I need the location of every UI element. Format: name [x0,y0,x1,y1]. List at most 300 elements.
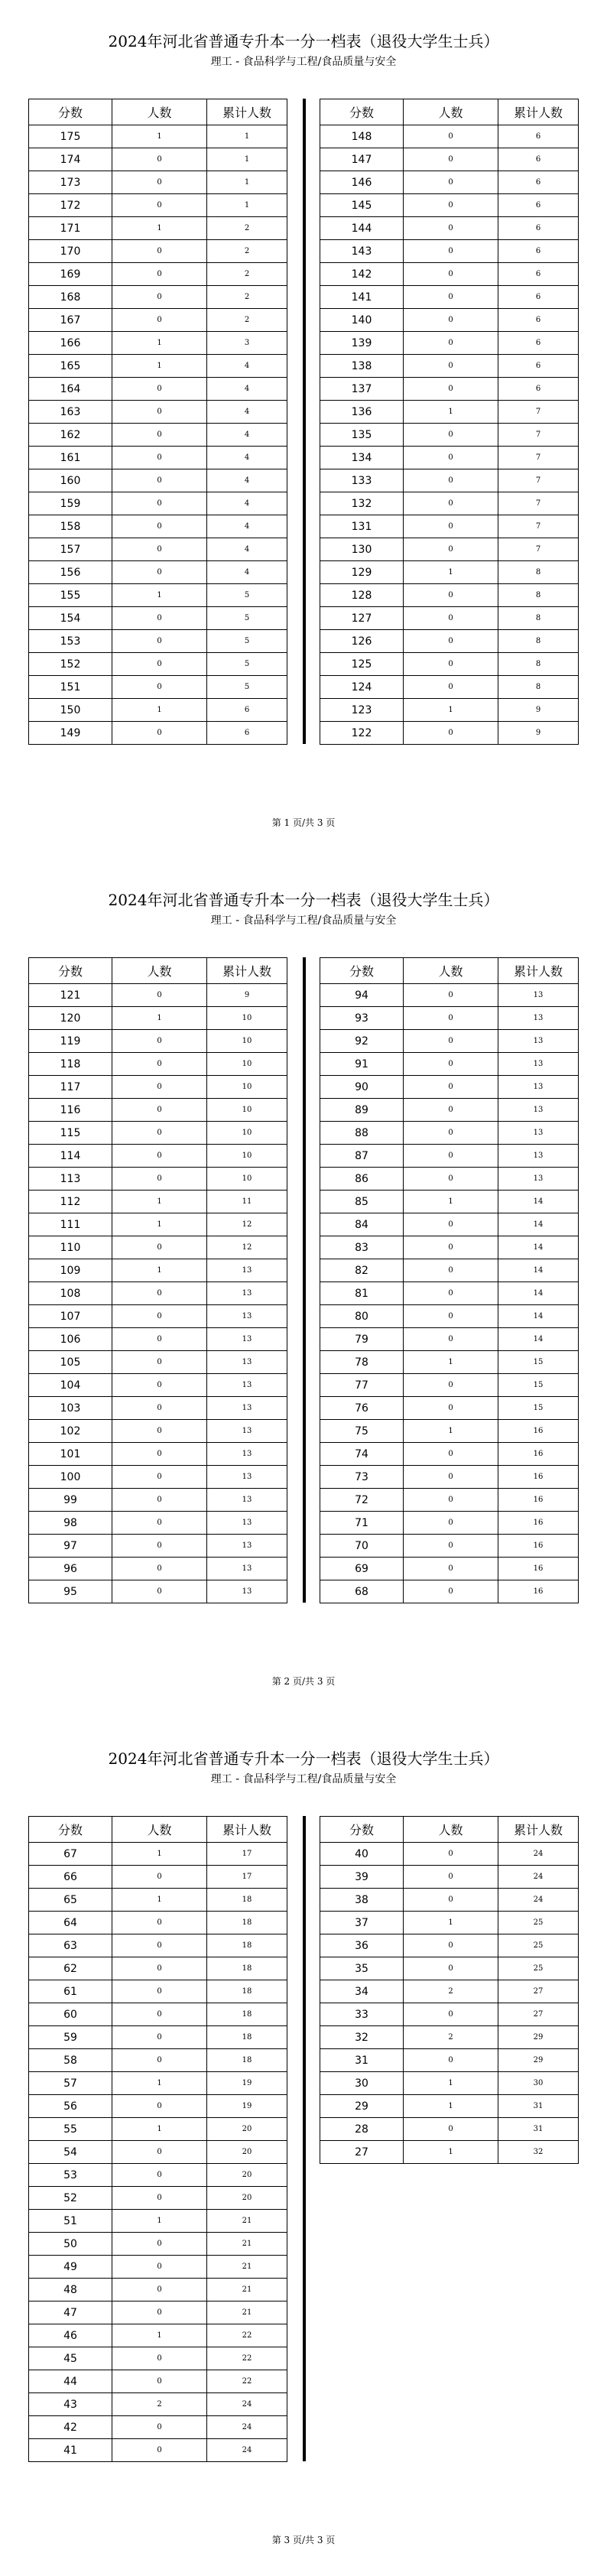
header-cumulative: 累计人数 [207,99,287,125]
table-row [320,1397,579,1420]
cumulative-cell: 6 [498,217,579,240]
count-cell: 1 [112,355,207,378]
table-row [320,1122,579,1145]
table-row [320,424,579,447]
table-row [320,1512,579,1535]
table-row [320,148,579,171]
table-row [320,984,579,1007]
score-cell: 82 [320,1259,404,1282]
count-cell: 0 [404,1843,498,1866]
cumulative-cell: 19 [207,2095,287,2118]
table-row [320,240,579,263]
table-row [29,2164,287,2187]
cumulative-cell: 18 [207,1957,287,1980]
table-row [29,401,287,424]
table-row [29,2003,287,2026]
header-cumulative: 累计人数 [498,1817,579,1843]
cumulative-cell: 13 [207,1512,287,1535]
cumulative-cell: 16 [498,1466,579,1489]
count-cell: 0 [112,2141,207,2164]
score-cell: 117 [29,1076,112,1099]
header-score: 分数 [29,958,112,984]
score-cell: 174 [29,148,112,171]
count-cell: 1 [404,1420,498,1443]
count-cell: 1 [404,2141,498,2164]
count-cell: 0 [112,148,207,171]
table-row [29,2187,287,2210]
count-cell: 0 [112,1580,207,1603]
cumulative-cell: 6 [498,240,579,263]
score-cell: 110 [29,1236,112,1259]
right-score-table [320,99,579,745]
score-cell: 65 [29,1889,112,1912]
score-cell: 36 [320,1934,404,1957]
cumulative-cell: 13 [498,1053,579,1076]
score-cell: 150 [29,699,112,722]
score-cell: 149 [29,722,112,745]
score-cell: 95 [29,1580,112,1603]
cumulative-cell: 16 [498,1580,579,1603]
count-cell: 0 [404,1099,498,1122]
table-row [29,263,287,286]
table-row [29,1259,287,1282]
table-row [29,676,287,699]
count-cell: 0 [112,1957,207,1980]
table-row [29,2072,287,2095]
table-row [320,1259,579,1282]
score-cell: 140 [320,309,404,332]
score-cell: 103 [29,1397,112,1420]
count-cell: 0 [404,194,498,217]
score-cell: 154 [29,607,112,630]
count-cell: 0 [404,1076,498,1099]
count-cell: 0 [112,469,207,492]
score-cell: 163 [29,401,112,424]
score-cell: 77 [320,1374,404,1397]
table-row [29,1580,287,1603]
table-row [29,1866,287,1889]
count-cell: 0 [112,2095,207,2118]
table-row [320,492,579,515]
count-cell: 1 [404,699,498,722]
count-cell: 0 [112,286,207,309]
score-cell: 41 [29,2439,112,2462]
table-row [29,2279,287,2302]
score-cell: 30 [320,2072,404,2095]
cumulative-cell: 15 [498,1374,579,1397]
cumulative-cell: 1 [207,194,287,217]
cumulative-cell: 1 [207,171,287,194]
cumulative-cell: 14 [498,1236,579,1259]
score-cell: 145 [320,194,404,217]
score-cell: 116 [29,1099,112,1122]
page-subtitle: 理工 - 食品科学与工程/食品质量与安全 [210,56,397,68]
count-cell: 0 [112,1236,207,1259]
count-cell: 0 [404,1122,498,1145]
cumulative-cell: 13 [207,1374,287,1397]
cumulative-cell: 4 [207,561,287,584]
count-cell: 1 [112,2118,207,2141]
document-page [0,859,607,1717]
count-cell: 0 [112,2302,207,2324]
cumulative-cell: 12 [207,1213,287,1236]
score-cell: 167 [29,309,112,332]
table-row [320,1420,579,1443]
count-cell: 0 [404,1030,498,1053]
cumulative-cell: 7 [498,401,579,424]
cumulative-cell: 4 [207,424,287,447]
score-cell: 175 [29,125,112,148]
count-cell: 1 [112,699,207,722]
table-row [320,355,579,378]
score-cell: 139 [320,332,404,355]
count-cell: 0 [404,1236,498,1259]
table-row [320,2095,579,2118]
table-row [320,332,579,355]
table-row [29,630,287,653]
table-row [29,1843,287,1866]
cumulative-cell: 20 [207,2141,287,2164]
table-row [320,1145,579,1168]
cumulative-cell: 6 [498,355,579,378]
cumulative-cell: 13 [207,1535,287,1558]
count-cell: 0 [112,538,207,561]
count-cell: 1 [112,332,207,355]
cumulative-cell: 4 [207,401,287,424]
count-cell: 0 [404,309,498,332]
count-cell: 0 [112,1076,207,1099]
table-row [29,2347,287,2370]
cumulative-cell: 13 [207,1466,287,1489]
table-row [29,2026,287,2049]
cumulative-cell: 31 [498,2095,579,2118]
cumulative-cell: 3 [207,332,287,355]
cumulative-cell: 6 [498,263,579,286]
score-cell: 92 [320,1030,404,1053]
count-cell: 0 [112,2439,207,2462]
table-row [320,1236,579,1259]
header-score: 分数 [320,958,404,984]
cumulative-cell: 21 [207,2279,287,2302]
count-cell: 0 [404,1866,498,1889]
score-cell: 99 [29,1489,112,1512]
cumulative-cell: 21 [207,2210,287,2233]
cumulative-cell: 18 [207,1889,287,1912]
score-cell: 90 [320,1076,404,1099]
table-row [320,378,579,401]
count-cell: 1 [112,1191,207,1213]
count-cell: 0 [112,653,207,676]
table-row [29,1168,287,1191]
cumulative-cell: 31 [498,2118,579,2141]
count-cell: 1 [404,401,498,424]
table-row [320,653,579,676]
cumulative-cell: 16 [498,1535,579,1558]
score-cell: 68 [320,1580,404,1603]
cumulative-cell: 10 [207,1145,287,1168]
score-cell: 124 [320,676,404,699]
table-row [29,538,287,561]
score-cell: 76 [320,1397,404,1420]
score-cell: 146 [320,171,404,194]
score-cell: 152 [29,653,112,676]
cumulative-cell: 6 [498,332,579,355]
cumulative-cell: 24 [498,1843,579,1866]
score-cell: 33 [320,2003,404,2026]
score-cell: 130 [320,538,404,561]
table-row [320,1866,579,1889]
score-cell: 125 [320,653,404,676]
table-row [29,2302,287,2324]
header-count: 人数 [404,1817,498,1843]
header-cumulative: 累计人数 [498,99,579,125]
table-row [29,2233,287,2256]
count-cell: 0 [404,1558,498,1580]
table-row [320,1374,579,1397]
count-cell: 0 [404,125,498,148]
score-cell: 134 [320,447,404,469]
count-cell: 0 [404,630,498,653]
table-row [320,1076,579,1099]
count-cell: 2 [112,2393,207,2416]
score-cell: 100 [29,1466,112,1489]
table-row [320,447,579,469]
count-cell: 0 [112,1282,207,1305]
count-cell: 0 [404,1443,498,1466]
table-row [29,2095,287,2118]
table-row [320,1889,579,1912]
count-cell: 0 [112,1489,207,1512]
cumulative-cell: 13 [207,1443,287,1466]
document-page [0,1717,607,2576]
score-cell: 127 [320,607,404,630]
cumulative-cell: 13 [207,1305,287,1328]
cumulative-cell: 6 [498,378,579,401]
cumulative-cell: 7 [498,469,579,492]
cumulative-cell: 29 [498,2049,579,2072]
score-cell: 59 [29,2026,112,2049]
count-cell: 0 [112,2233,207,2256]
score-cell: 93 [320,1007,404,1030]
table-row [29,378,287,401]
table-row [320,263,579,286]
count-cell: 0 [112,424,207,447]
score-cell: 45 [29,2347,112,2370]
count-cell: 0 [404,676,498,699]
cumulative-cell: 7 [498,515,579,538]
count-cell: 0 [404,1328,498,1351]
score-cell: 75 [320,1420,404,1443]
score-cell: 165 [29,355,112,378]
table-row [320,538,579,561]
table-row [29,2324,287,2347]
count-cell: 0 [112,561,207,584]
count-cell: 0 [112,1420,207,1443]
cumulative-cell: 4 [207,378,287,401]
table-row [320,1934,579,1957]
table-row [320,194,579,217]
score-cell: 126 [320,630,404,653]
score-cell: 91 [320,1053,404,1076]
count-cell: 0 [404,1374,498,1397]
count-cell: 0 [404,515,498,538]
table-row [320,1282,579,1305]
score-cell: 170 [29,240,112,263]
count-cell: 0 [112,1122,207,1145]
count-cell: 0 [112,1912,207,1934]
count-cell: 0 [404,1934,498,1957]
count-cell: 0 [112,1053,207,1076]
cumulative-cell: 13 [207,1580,287,1603]
cumulative-cell: 13 [207,1489,287,1512]
score-cell: 87 [320,1145,404,1168]
score-cell: 79 [320,1328,404,1351]
table-row [29,1558,287,1580]
count-cell: 1 [112,2210,207,2233]
page-title: 2024年河北省普通专升本一分一档表（退役大学生士兵） [108,891,499,909]
cumulative-cell: 14 [498,1282,579,1305]
cumulative-cell: 4 [207,538,287,561]
table-row [320,1191,579,1213]
table-row [29,1351,287,1374]
score-cell: 52 [29,2187,112,2210]
table-header-row [320,1817,579,1843]
score-cell: 35 [320,1957,404,1980]
table-row [29,1443,287,1466]
count-cell: 1 [112,584,207,607]
cumulative-cell: 8 [498,584,579,607]
cumulative-cell: 8 [498,676,579,699]
count-cell: 0 [112,2416,207,2439]
cumulative-cell: 13 [207,1282,287,1305]
cumulative-cell: 13 [207,1259,287,1282]
cumulative-cell: 6 [498,125,579,148]
table-row [29,2416,287,2439]
table-row [320,1213,579,1236]
table-row [320,1980,579,2003]
table-row [320,401,579,424]
count-cell: 0 [404,1053,498,1076]
score-cell: 112 [29,1191,112,1213]
cumulative-cell: 25 [498,1934,579,1957]
table-row [320,1558,579,1580]
cumulative-cell: 7 [498,538,579,561]
table-row [29,447,287,469]
score-cell: 164 [29,378,112,401]
cumulative-cell: 13 [498,1122,579,1145]
table-row [320,1957,579,1980]
count-cell: 0 [404,607,498,630]
cumulative-cell: 6 [207,722,287,745]
count-cell: 0 [112,2279,207,2302]
header-score: 分数 [29,1817,112,1843]
score-cell: 155 [29,584,112,607]
table-row [320,1030,579,1053]
score-cell: 66 [29,1866,112,1889]
score-cell: 104 [29,1374,112,1397]
table-row [29,332,287,355]
count-cell: 0 [404,1007,498,1030]
score-cell: 47 [29,2302,112,2324]
cumulative-cell: 24 [498,1866,579,1889]
count-cell: 0 [404,1213,498,1236]
count-cell: 1 [112,2324,207,2347]
count-cell: 0 [112,2256,207,2279]
table-row [29,1030,287,1053]
cumulative-cell: 4 [207,492,287,515]
page-title: 2024年河北省普通专升本一分一档表（退役大学生士兵） [108,1749,499,1768]
right-score-table [320,957,579,1603]
score-cell: 144 [320,217,404,240]
cumulative-cell: 6 [498,171,579,194]
cumulative-cell: 2 [207,263,287,286]
table-row [29,1145,287,1168]
header-score: 分数 [320,1817,404,1843]
header-count: 人数 [404,99,498,125]
table-row [320,469,579,492]
table-header-row [320,99,579,125]
cumulative-cell: 16 [498,1512,579,1535]
score-cell: 132 [320,492,404,515]
count-cell: 0 [112,447,207,469]
cumulative-cell: 20 [207,2164,287,2187]
header-score: 分数 [320,99,404,125]
cumulative-cell: 30 [498,2072,579,2095]
count-cell: 0 [404,378,498,401]
count-cell: 0 [112,2164,207,2187]
table-row [29,286,287,309]
table-row [320,2118,579,2141]
count-cell: 0 [404,1259,498,1282]
count-cell: 1 [404,1912,498,1934]
page-subtitle: 理工 - 食品科学与工程/食品质量与安全 [210,1773,397,1785]
cumulative-cell: 22 [207,2347,287,2370]
table-row [320,1843,579,1866]
score-cell: 97 [29,1535,112,1558]
cumulative-cell: 13 [498,1007,579,1030]
count-cell: 0 [112,309,207,332]
count-cell: 0 [112,1558,207,1580]
cumulative-cell: 13 [207,1397,287,1420]
score-cell: 34 [320,1980,404,2003]
count-cell: 0 [404,1145,498,1168]
table-row [29,1980,287,2003]
count-cell: 0 [112,263,207,286]
score-cell: 67 [29,1843,112,1866]
cumulative-cell: 11 [207,1191,287,1213]
page-footer: 第 3 页/共 3 页 [271,2535,336,2545]
count-cell: 1 [112,1259,207,1282]
left-score-table [28,957,287,1603]
score-cell: 106 [29,1328,112,1351]
table-row [29,309,287,332]
cumulative-cell: 2 [207,240,287,263]
table-row [320,217,579,240]
count-cell: 0 [404,1168,498,1191]
table-row [320,1580,579,1603]
table-row [29,1191,287,1213]
count-cell: 1 [112,1213,207,1236]
cumulative-cell: 22 [207,2324,287,2347]
table-row [320,1053,579,1076]
table-row [320,699,579,722]
score-cell: 55 [29,2118,112,2141]
count-cell: 0 [112,2003,207,2026]
table-row [320,2141,579,2164]
cumulative-cell: 2 [207,286,287,309]
cumulative-cell: 5 [207,630,287,653]
cumulative-cell: 21 [207,2302,287,2324]
